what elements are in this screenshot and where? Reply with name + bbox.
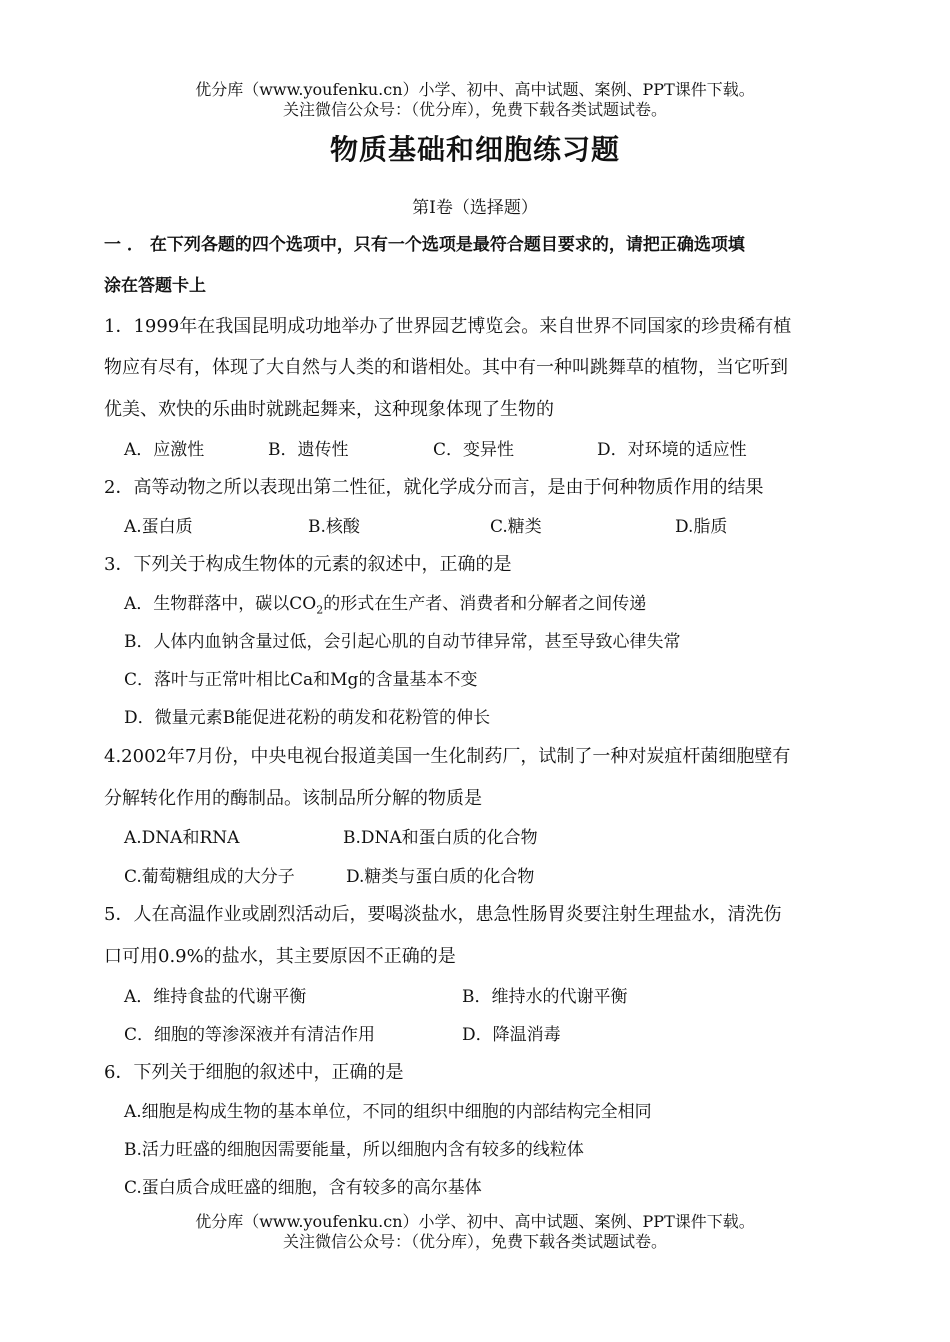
q5-option-d: D．降温消毒: [462, 1025, 561, 1045]
q1-option-d: D．对环境的适应性: [597, 440, 747, 460]
q2-option-b: B.核酸: [308, 517, 360, 537]
q4-line-1: 4.2002年7月份，中央电视台报道美国一生化制药厂，试制了一种对炭疽杆菌细胞壁有: [104, 746, 791, 767]
q5-option-b: B．维持水的代谢平衡: [462, 987, 628, 1007]
q1-option-a: A．应激性: [124, 440, 205, 460]
q2-option-d: D.脂质: [675, 517, 728, 537]
q5-line-1: 5．人在高温作业或剧烈活动后，要喝淡盐水，患急性肠胃炎要注射生理盐水，清洗伤: [104, 904, 782, 925]
q5-option-c: C．细胞的等渗深液并有清洁作用: [124, 1025, 376, 1045]
q4-option-d: D.糖类与蛋白质的化合物: [346, 867, 535, 887]
q1-option-c: C．变异性: [433, 440, 515, 460]
q4-option-c: C.葡萄糖组成的大分子: [124, 867, 295, 887]
q2-option-c: C.糖类: [490, 517, 542, 537]
q4-line-2: 分解转化作用的酶制品。该制品所分解的物质是: [104, 788, 482, 809]
q3-option-a-pre: A．生物群落中，碳以CO: [124, 594, 317, 614]
footer-line-1: 优分库（www.youfenku.cn）小学、初中、高中试题、案例、PPT课件下载。: [195, 1212, 755, 1231]
q2-line-1: 2．高等动物之所以表现出第二性征，就化学成分而言，是由于何种物质作用的结果: [104, 477, 764, 498]
q4-option-b: B.DNA和蛋白质的化合物: [343, 828, 538, 848]
q3-option-c: C．落叶与正常叶相比Ca和Mg的含量基本不变: [124, 670, 478, 690]
instructions-line-1: 一 ． 在下列各题的四个选项中，只有一个选项是最符合题目要求的，请把正确选项填: [104, 235, 745, 255]
q3-option-b: B．人体内血钠含量过低，会引起心肌的自动节律异常，甚至导致心律失常: [124, 632, 681, 652]
header-line-2: 关注微信公众号：（优分库），免费下载各类试题试卷。: [282, 100, 667, 119]
q3-option-a-subscript: 2: [316, 603, 324, 617]
q1-line-1: 1．1999年在我国昆明成功地举办了世界园艺博览会。来自世界不同国家的珍贵稀有植: [104, 316, 792, 337]
q3-line-1: 3．下列关于构成生物体的元素的叙述中，正确的是: [104, 554, 512, 575]
q1-line-3: 优美、欢快的乐曲时就跳起舞来，这种现象体现了生物的: [104, 399, 554, 420]
instructions-line-2: 涂在答题卡上: [104, 276, 206, 296]
section-subtitle: 第Ⅰ卷（选择题）: [412, 198, 538, 218]
q6-option-c: C.蛋白质合成旺盛的细胞，含有较多的高尔基体: [124, 1178, 482, 1198]
page-title: 物质基础和细胞练习题: [329, 133, 620, 166]
q6-line-1: 6．下列关于细胞的叙述中，正确的是: [104, 1062, 404, 1083]
q3-option-a-post: 的形式在生产者、消费者和分解者之间传递: [323, 594, 647, 614]
q5-option-a: A．维持食盐的代谢平衡: [124, 987, 307, 1007]
q6-option-b: B.活力旺盛的细胞因需要能量，所以细胞内含有较多的线粒体: [124, 1140, 584, 1160]
header-line-1: 优分库（www.youfenku.cn）小学、初中、高中试题、案例、PPT课件下载。: [195, 80, 755, 99]
footer-line-2: 关注微信公众号：（优分库），免费下载各类试题试卷。: [282, 1232, 667, 1251]
q4-option-a: A.DNA和RNA: [124, 828, 240, 848]
q1-option-b: B．遗传性: [268, 440, 349, 460]
q5-line-2: 口可用0.9%的盐水，其主要原因不正确的是: [104, 946, 456, 967]
q2-option-a: A.蛋白质: [124, 517, 193, 537]
q1-line-2: 物应有尽有，体现了大自然与人类的和谐相处。其中有一种叫跳舞草的植物，当它听到: [104, 357, 788, 378]
q6-option-a: A.细胞是构成生物的基本单位，不同的组织中细胞的内部结构完全相同: [124, 1102, 652, 1122]
q3-option-a: [124, 592, 646, 622]
q3-option-d: D．微量元素B能促进花粉的萌发和花粉管的伸长: [124, 708, 491, 728]
